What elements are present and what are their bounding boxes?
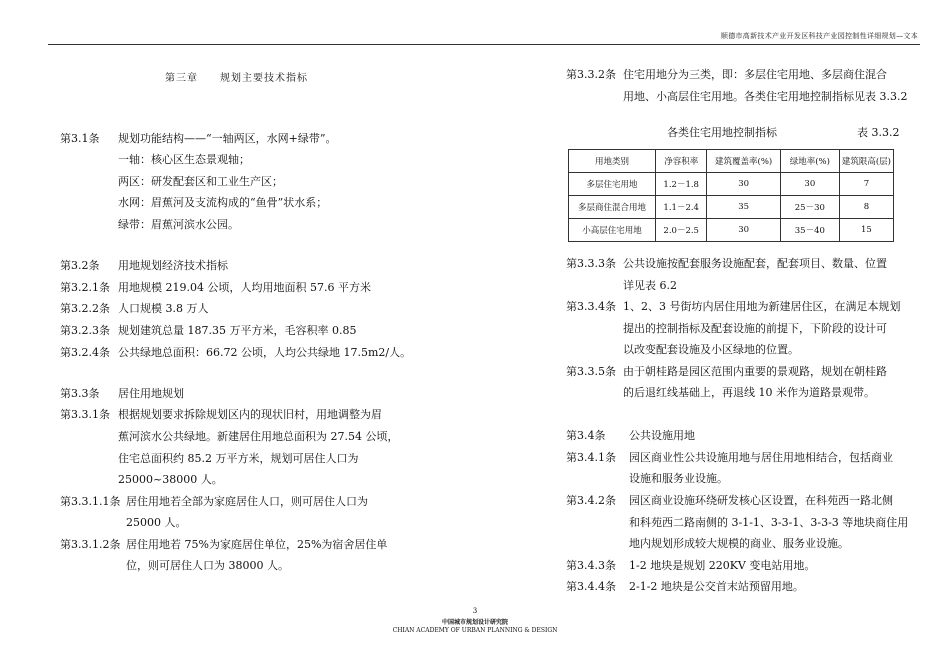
table-cell: 多层商住混合用地 [569, 196, 656, 219]
table-row [569, 196, 894, 219]
chapter-number: 第三章 [165, 73, 198, 84]
running-header: 顺德市高新技术产业开发区科技产业园控制性详细规划—文本 [720, 32, 918, 40]
article-text: 25000~38000 人。 [118, 473, 223, 486]
article-number: 第3.3.2条 [566, 68, 616, 81]
article-text: 根据规划要求拆除规划区内的现状旧村，用地调整为眉 [118, 408, 382, 421]
table-number: 表 3.3.2 [857, 126, 900, 139]
article-text: 详见表 6.2 [623, 279, 677, 292]
section-title [165, 69, 308, 84]
residential-indicator-table [568, 149, 894, 242]
table-cell: 30 [780, 173, 839, 196]
article-number: 第3.1条 [60, 132, 100, 145]
footer-org-cn: 中国城市规划设计研究院 [441, 619, 508, 626]
article-number: 第3.3.5条 [566, 365, 616, 378]
article-number: 第3.3条 [60, 387, 100, 400]
article-text: 公共绿地总面积：66.72 公顷，人均公共绿地 17.5m2/人。 [118, 346, 412, 359]
table-cell: 15 [839, 219, 893, 242]
table-header-cell: 净容积率 [655, 150, 706, 173]
article-number: 第3.2.3条 [60, 324, 110, 337]
article-number: 第3.4条 [566, 429, 606, 442]
article-text: 公共设施用地 [629, 429, 695, 442]
table-cell: 35 [707, 196, 780, 219]
table-caption: 各类住宅用地控制指标 [667, 126, 777, 139]
list-item: 一轴：核心区生态景观轴； [118, 153, 250, 166]
article-text: 1-2 地块是规划 220KV 变电站用地。 [629, 559, 816, 572]
table-header-cell: 建筑限高(层) [839, 150, 893, 173]
article-text: 由于朝桂路是园区范围内重要的景观路，规划在朝桂路 [623, 365, 887, 378]
article-text: 用地规模 219.04 公顷，人均用地面积 57.6 平方米 [118, 281, 371, 294]
article-text: 住宅总面积约 85.2 万平方米，规划可居住人口为 [118, 452, 359, 465]
article-number: 第3.3.1条 [60, 408, 110, 421]
article-text: 以改变配套设施及小区绿地的位置。 [623, 343, 799, 356]
chapter-name: 规划主要技术指标 [220, 73, 308, 84]
article-number: 第3.3.4条 [566, 300, 616, 313]
article-text: 居住用地若 75%为家庭居住单位，25%为宿舍居住单 [126, 538, 388, 551]
article-text: 居住用地规划 [118, 387, 184, 400]
page-number: 3 [472, 607, 478, 615]
table-cell: 35－40 [780, 219, 839, 242]
article-text: 人口规模 3.8 万人 [118, 302, 209, 315]
table-cell: 小高层住宅用地 [569, 219, 656, 242]
article-text: 和科苑西二路南侧的 3-1-1、3-3-1、3-3-3 等地块商住用 [629, 516, 909, 529]
table-cell: 7 [839, 173, 893, 196]
header-rule [48, 44, 920, 45]
article-text: 蕉河滨水公共绿地。新建居住用地总面积为 27.54 公顷， [118, 430, 399, 443]
article-text: 用地、小高层住宅用地。各类住宅用地控制指标见表 3.3.2 [623, 90, 908, 103]
article-text: 住宅用地分为三类，即：多层住宅用地、多层商住混合 [623, 68, 887, 81]
article-text: 提出的控制指标及配套设施的前提下，下阶段的设计可 [623, 322, 887, 335]
article-text: 2-1-2 地块是公交首末站预留用地。 [629, 580, 804, 593]
table-header-cell: 绿地率(%) [780, 150, 839, 173]
article-number: 第3.4.4条 [566, 580, 616, 593]
article-number: 第3.3.1.2条 [60, 538, 121, 551]
article-number: 第3.2.2条 [60, 302, 110, 315]
article-text: 用地规划经济技术指标 [118, 259, 228, 272]
article-text: 25000 人。 [126, 516, 187, 529]
table-header-cell: 用地类别 [569, 150, 656, 173]
table-cell: 2.0－2.5 [655, 219, 706, 242]
table-cell: 1.2－1.8 [655, 173, 706, 196]
table-cell: 1.1－2.4 [655, 196, 706, 219]
article-text: 规划建筑总量 187.35 万平方米，毛容积率 0.85 [118, 324, 357, 337]
article-number: 第3.2.1条 [60, 281, 110, 294]
article-number: 第3.4.3条 [566, 559, 616, 572]
article-number: 第3.4.2条 [566, 494, 616, 507]
table-row [569, 219, 894, 242]
table-cell: 30 [707, 219, 780, 242]
article-text: 的后退红线基础上，再退线 10 米作为道路景观带。 [623, 386, 875, 399]
table-cell: 8 [839, 196, 893, 219]
article-text: 居住用地若全部为家庭居住人口，则可居住人口为 [126, 495, 368, 508]
article-text: 1、2、3 号街坊内居住用地为新建居住区，在满足本规划 [623, 300, 901, 313]
article-text: 地内规划形成较大规模的商业、服务业设施。 [629, 537, 849, 550]
table-cell: 25－30 [780, 196, 839, 219]
article-number: 第3.3.3条 [566, 257, 616, 270]
list-item: 两区：研发配套区和工业生产区； [118, 175, 283, 188]
list-item: 水网：眉蕉河及支流构成的“鱼骨”状水系； [118, 196, 328, 209]
article-number: 第3.3.1.1条 [60, 495, 121, 508]
article-text: 园区商业性公共设施用地与居住用地相结合，包括商业 [629, 451, 893, 464]
list-item: 绿带：眉蕉河滨水公园。 [118, 218, 239, 231]
article-number: 第3.4.1条 [566, 451, 616, 464]
article-number: 第3.2.4条 [60, 346, 110, 359]
article-text: 设施和服务业设施。 [629, 472, 728, 485]
article-number: 第3.2条 [60, 259, 100, 272]
table-header-row [569, 150, 894, 173]
table-cell: 多层住宅用地 [569, 173, 656, 196]
article-text: 公共设施按配套服务设施配套，配套项目、数量、位置 [623, 257, 887, 270]
article-text: 规划功能结构——“一轴两区，水网+绿带”。 [118, 132, 337, 145]
article-text: 位，则可居住人口为 38000 人。 [126, 559, 289, 572]
table-header-cell: 建筑覆盖率(%) [707, 150, 780, 173]
footer-org-en: CHIAN ACADEMY OF URBAN PLANNING & DESIGN [392, 627, 558, 634]
article-text: 园区商业设施环绕研发核心区设置，在科苑西一路北侧 [629, 494, 893, 507]
table-cell: 30 [707, 173, 780, 196]
table-row [569, 173, 894, 196]
